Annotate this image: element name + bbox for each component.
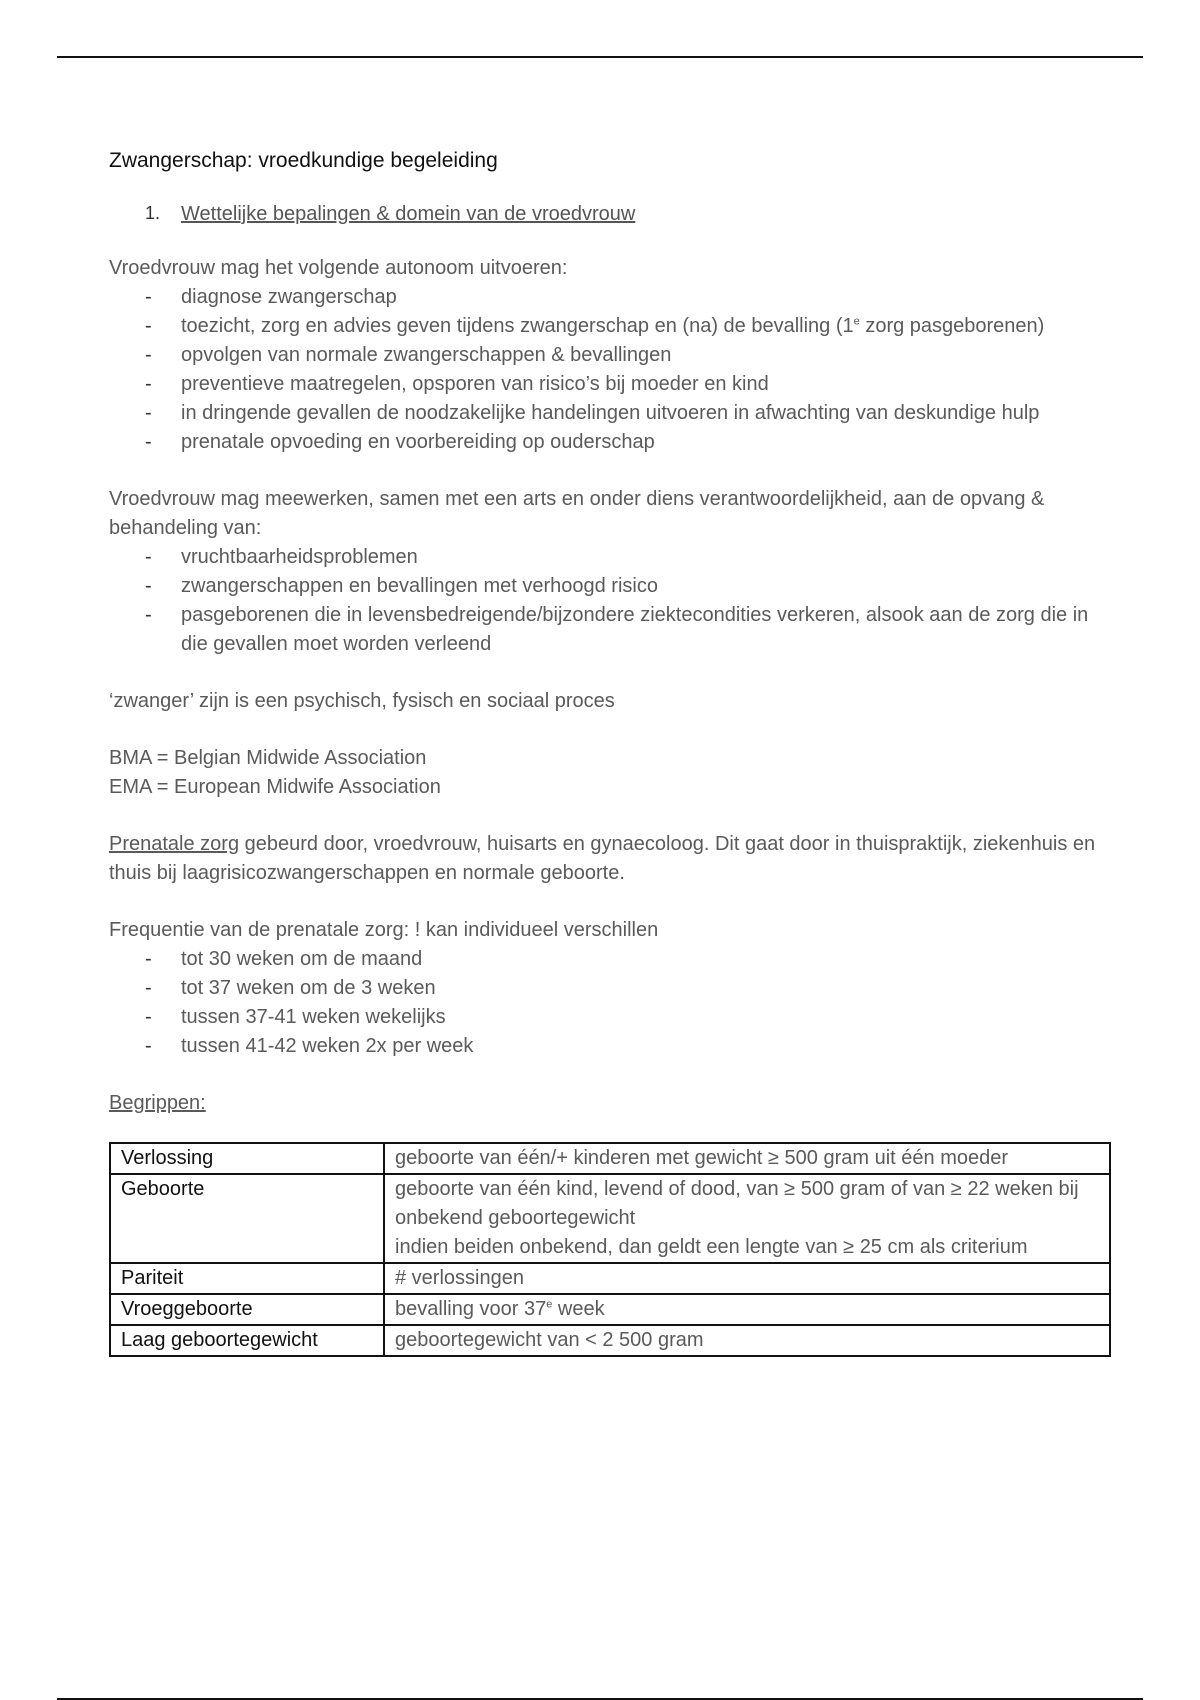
cooperate-intro: Vroedvrouw mag meewerken, samen met een arts en onder diens verantwoordelijkheid, aan de opvang & behandeling van: (109, 488, 1045, 539)
concepts-heading: Begrippen: (109, 1092, 206, 1114)
list-item: - tot 30 weken om de maand (145, 948, 423, 970)
prenatal-paragraph: Prenatale zorg gebeurd door, vroedvrouw, huisarts en gynaecoloog. Dit gaat door in thuispraktijk, ziekenhuis en thuis bij laagrisicozwangerschappen en normale geboorte. (109, 833, 1096, 884)
association-bma: BMA = Belgian Midwide Association (109, 747, 427, 769)
frequency-list (109, 945, 1119, 1061)
concept-term: Pariteit (110, 1263, 384, 1294)
list-item: - preventieve maatregelen, opsporen van risico’s bij moeder en kind (145, 373, 769, 395)
list-item: - opvolgen van normale zwangerschappen & bevallingen (145, 344, 672, 366)
association-ema: EMA = European Midwife Association (109, 776, 441, 798)
document-body (109, 146, 1119, 1357)
table-row (110, 1325, 1110, 1356)
table-row (110, 1294, 1110, 1325)
list-item: - diagnose zwangerschap (145, 286, 397, 308)
pregnant-note: ‘zwanger’ zijn is een psychisch, fysisch en sociaal proces (109, 690, 615, 712)
list-item: - vruchtbaarheidsproblemen (145, 546, 418, 568)
section-heading (109, 203, 1119, 226)
table-row (110, 1174, 1110, 1263)
concept-term: Laag geboortegewicht (110, 1325, 384, 1356)
frequency-intro: Frequentie van de prenatale zorg: ! kan individueel verschillen (109, 919, 659, 941)
table-row (110, 1263, 1110, 1294)
autonomous-intro: Vroedvrouw mag het volgende autonoom uitvoeren: (109, 257, 568, 279)
autonomous-list (109, 283, 1119, 457)
document-title: Zwangerschap: vroedkundige begeleiding (109, 149, 498, 172)
concept-term: Vroeggeboorte (110, 1294, 384, 1325)
list-item: - zwangerschappen en bevallingen met verhoogd risico (145, 575, 658, 597)
concept-term: Verlossing (110, 1143, 384, 1174)
cooperate-block (109, 485, 1119, 659)
concept-term: Geboorte (110, 1174, 384, 1263)
associations (109, 744, 1119, 802)
list-item: - tot 37 weken om de 3 weken (145, 977, 436, 999)
header-rule (57, 56, 1143, 58)
cooperate-list (109, 543, 1119, 659)
section-title: Wettelijke bepalingen & domein van de vroedvrouw (181, 203, 636, 225)
prenatal-term: Prenatale zorg (109, 833, 240, 855)
concept-definition: # verlossingen (384, 1263, 1110, 1294)
concept-definition: geboorte van één/+ kinderen met gewicht ≥ 500 gram uit één moeder (384, 1143, 1110, 1174)
frequency-block (109, 916, 1119, 1061)
autonomous-block (109, 254, 1119, 457)
list-item: - pasgeborenen die in levensbedreigende/bijzondere ziektecondities verkeren, alsook aan de zorg die in die gevallen moet worden verleend (145, 604, 1089, 655)
table-row (110, 1143, 1110, 1174)
list-item: - toezicht, zorg en advies geven tijdens zwangerschap en (na) de bevalling (1e zorg pasgeborenen) (145, 315, 1045, 337)
concepts-table (109, 1142, 1111, 1357)
section-number: 1. (145, 203, 161, 223)
list-item: - in dringende gevallen de noodzakelijke handelingen uitvoeren in afwachting van deskundige hulp (145, 402, 1040, 424)
concept-definition: bevalling voor 37e week (384, 1294, 1110, 1325)
list-item: - tussen 41-42 weken 2x per week (145, 1035, 474, 1057)
concept-definition: geboorte van één kind, levend of dood, van ≥ 500 gram of van ≥ 22 weken bij onbekend geboortegewicht indien beiden onbekend, dan geldt een lengte van ≥ 25 cm als criterium (384, 1174, 1110, 1263)
list-item: - tussen 37-41 weken wekelijks (145, 1006, 446, 1028)
concept-definition: geboortegewicht van < 2 500 gram (384, 1325, 1110, 1356)
list-item: - prenatale opvoeding en voorbereiding op ouderschap (145, 431, 655, 453)
